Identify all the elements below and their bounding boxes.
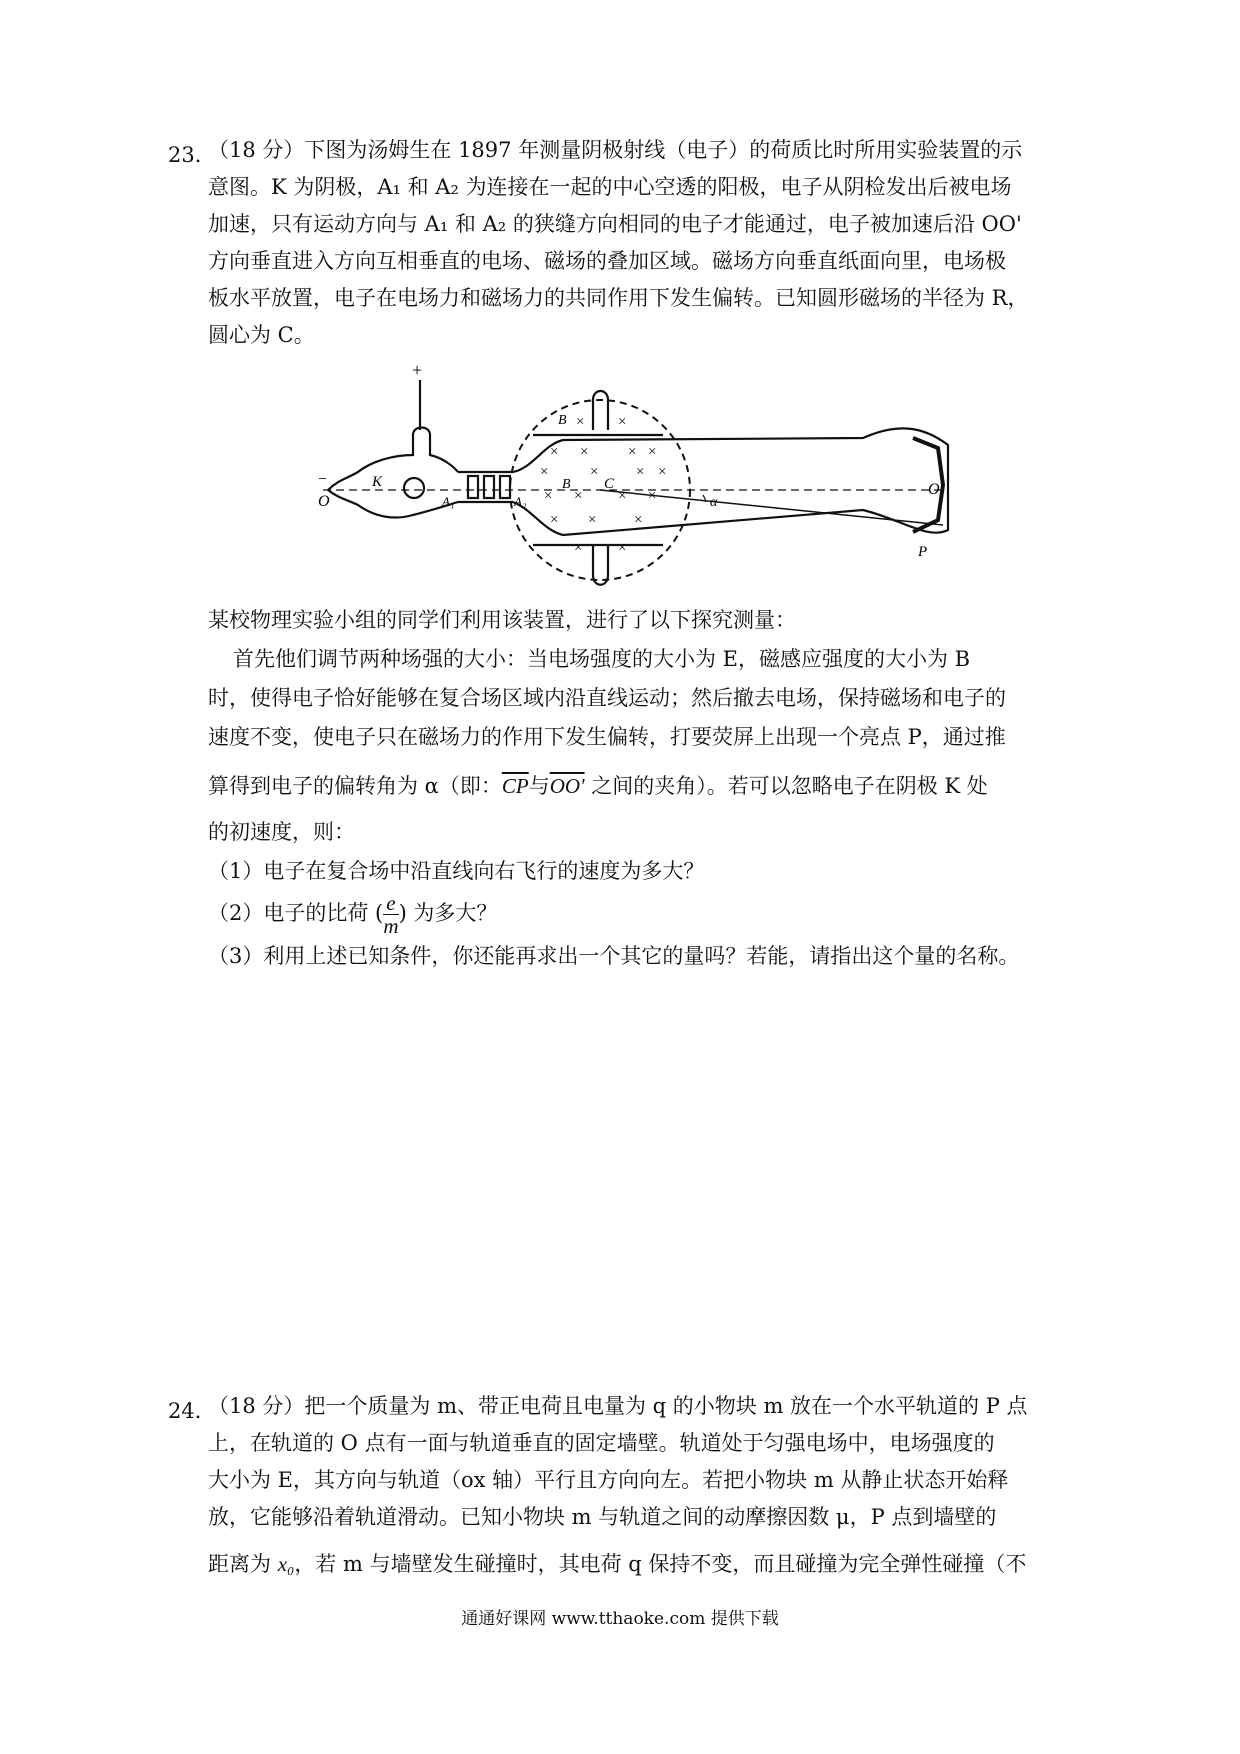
b-mid-label: B	[562, 477, 571, 492]
alpha-label: α	[710, 495, 718, 510]
magnetic-field-cross: ×	[588, 512, 597, 528]
magnetic-field-cross: ×	[590, 464, 599, 480]
a1-label: A₁	[442, 494, 455, 509]
question-23-line: 方向垂直进入方向互相垂直的电场、磁场的叠加区域。磁场方向垂直纸面向里，电场极	[208, 249, 1006, 273]
magnetic-field-cross: ×	[648, 444, 657, 460]
sub-question-1: （1）电子在复合场中沿直线向右飞行的速度为多大？	[208, 859, 705, 883]
question-23-line: 时，使得电子恰好能够在复合场区域内沿直线运动；然后撤去电场，保持磁场和电子的	[208, 686, 1006, 710]
k-label: K	[372, 474, 383, 490]
question-24-line	[208, 1546, 1026, 1583]
x0-symbol: x₀	[277, 1552, 295, 1576]
magnetic-field-cross: ×	[550, 512, 559, 528]
question-23-line: 首先他们调节两种场强的大小：当电场强度的大小为 E，磁感应强度的大小为 B	[233, 647, 971, 671]
question-23-line: 圆心为 C。	[208, 323, 315, 347]
magnetic-field-cross: ×	[576, 414, 585, 430]
magnetic-field-cross: ×	[540, 464, 549, 480]
question-23-intro: 某校物理实验小组的同学们利用该装置，进行了以下探究测量：	[208, 608, 796, 632]
question-24-line: （18 分）把一个质量为 m、带正电荷且电量为 q 的小物块 m 放在一个水平轨道的 P 点	[208, 1394, 1028, 1418]
fraction-numerator: e	[383, 892, 398, 915]
magnetic-field-cross: ×	[634, 512, 643, 528]
question-24-line: 放，它能够沿着轨道滑动。已知小物块 m 与轨道之间的动摩擦因数 μ，P 点到墙壁的	[208, 1505, 997, 1529]
sub-question-2-text: ) 为多大？	[398, 901, 498, 925]
o-label: O	[318, 493, 330, 510]
magnetic-field-cross: ×	[648, 488, 657, 504]
magnetic-field-cross: ×	[550, 444, 559, 460]
minus-label: −	[318, 471, 328, 488]
c-label: C	[604, 476, 615, 492]
magnetic-field-cross: ×	[636, 464, 645, 480]
question-23-line: 速度不变，使电子只在磁场力的作用下发生偏转，打要荧屏上出现一个亮点 P，通过推	[208, 725, 1006, 749]
line-text: ，若 m 与墙壁发生碰撞时，其电荷 q 保持不变，而且碰撞为完全弹性碰撞（不	[294, 1552, 1027, 1576]
line-text: 算得到电子的偏转角为 α（即：	[208, 774, 502, 798]
magnetic-field-cross: ×	[618, 540, 627, 556]
question-23-line	[208, 768, 988, 805]
question-23-line: 意图。K 为阴极，A₁ 和 A₂ 为连接在一起的中心空透的阳极，电子从阴检发出后被电场	[208, 175, 1012, 199]
question-23-line: 的初速度，则：	[208, 820, 355, 844]
cp-vector: $\overline{CP}$	[501, 774, 529, 798]
magnetic-field-cross: ×	[544, 488, 553, 504]
question-23-line: 加速，只有运动方向与 A₁ 和 A₂ 的狭缝方向相同的电子才能通过，电子被加速后沿 OO'	[208, 212, 1022, 236]
question-23-line: 板水平放置，电子在电场力和磁场力的共同作用下发生偏转。已知圆形磁场的半径为 R，	[208, 286, 1029, 310]
with-text: 与	[528, 774, 550, 798]
o-prime-label: O'	[928, 481, 943, 498]
a2-label: A₂	[514, 494, 527, 509]
sub-question-2-text: （2）电子的比荷 (	[208, 901, 384, 925]
question-24-number: 24．	[168, 1399, 216, 1423]
oo-vector: OO'	[549, 774, 585, 798]
line-text: 距离为	[208, 1552, 278, 1576]
magnetic-field-cross: ×	[574, 540, 583, 556]
thomson-apparatus-diagram	[318, 360, 958, 590]
b-top-label: B	[558, 413, 567, 428]
magnetic-field-cross: ×	[628, 444, 637, 460]
magnetic-field-cross: ×	[618, 414, 627, 430]
sub-question-2	[208, 892, 497, 937]
p-label: P	[918, 544, 928, 560]
magnetic-field-cross: ×	[580, 444, 589, 460]
sub-question-3: （3）利用上述已知条件，你还能再求出一个其它的量吗？若能，请指出这个量的名称。	[208, 944, 1020, 968]
question-24-line: 上，在轨道的 O 点有一面与轨道垂直的固定墙壁。轨道处于匀强电场中，电场强度的	[208, 1431, 995, 1455]
magnetic-field-cross: ×	[658, 464, 667, 480]
page-footer: 通通好课网 www.tthaoke.com 提供下载	[461, 1609, 779, 1629]
question-23-number: 23．	[168, 143, 216, 167]
plus-label: +	[412, 360, 423, 380]
fraction-denominator: m	[383, 914, 399, 938]
charge-mass-ratio-fraction	[383, 892, 398, 937]
line-text: 之间的夹角）。若可以忽略电子在阴极 K 处	[591, 774, 988, 798]
question-23-line: （18 分）下图为汤姆生在 1897 年测量阴极射线（电子）的荷质比时所用实验装置的示	[208, 138, 1023, 162]
magnetic-field-cross: ×	[618, 488, 627, 504]
question-24-line: 大小为 E，其方向与轨道（ox 轴）平行且方向向左。若把小物块 m 从静止状态开始释	[208, 1468, 1009, 1492]
magnetic-field-cross: ×	[574, 488, 583, 504]
